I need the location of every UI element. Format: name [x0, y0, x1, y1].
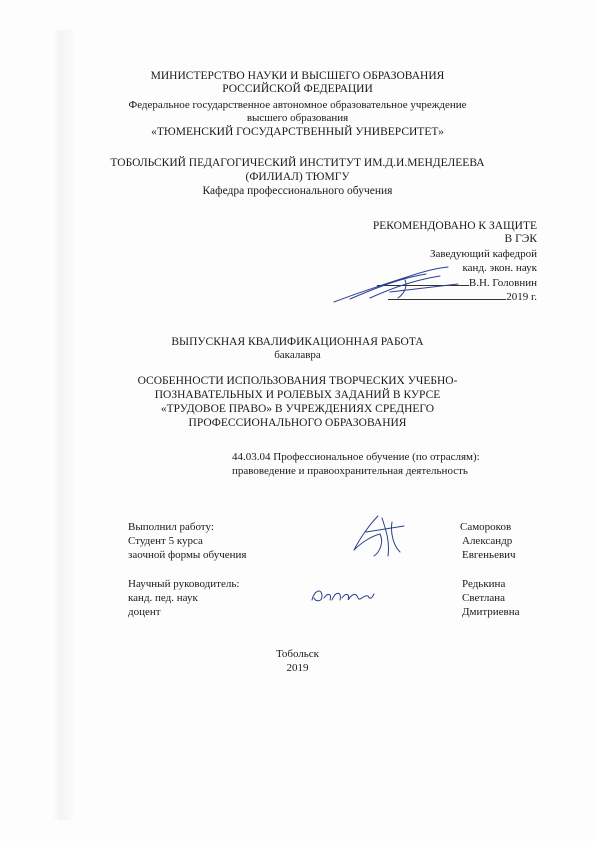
student-label-3: заочной формы обучения	[128, 549, 247, 561]
supervisor-patronymic: Дмитриевна	[462, 606, 520, 618]
branch-line-2: (ФИЛИАЛ) ТЮМГУ	[245, 171, 350, 183]
year: 2019	[286, 662, 309, 674]
work-type: ВЫПУСКНАЯ КВАЛИФИКАЦИОННАЯ РАБОТА	[171, 336, 424, 348]
ministry-line-1: МИНИСТЕРСТВО НАУКИ И ВЫСШЕГО ОБРАЗОВАНИЯ	[150, 70, 445, 82]
ministry-line-2: РОССИЙСКОЙ ФЕДЕРАЦИИ	[222, 83, 373, 95]
thesis-title-line-1: ОСОБЕННОСТИ ИСПОЛЬЗОВАНИЯ ТВОРЧЕСКИХ УЧЕБНО-	[137, 375, 458, 387]
university-name: «ТЮМЕНСКИЙ ГОСУДАРСТВЕННЫЙ УНИВЕРСИТЕТ»	[151, 126, 444, 138]
department-name: Кафедра профессионального обучения	[202, 185, 393, 197]
supervisor-label-3: доцент	[128, 606, 161, 618]
head-signature	[330, 262, 465, 310]
approval-line-2: В ГЭК	[504, 233, 537, 245]
specialty-line-2: правоведение и правоохранительная деятельность	[232, 465, 468, 477]
approval-line-6: 2019 г.	[388, 290, 537, 304]
student-patronymic: Евгеньевич	[462, 549, 516, 561]
thesis-title-line-2: ПОЗНАВАТЕЛЬНЫХ И РОЛЕВЫХ ЗАДАНИЙ В КУРСЕ	[154, 389, 441, 401]
institution-type-line-2: высшего образования	[246, 112, 349, 124]
approval-line-3: Заведующий кафедрой	[430, 248, 537, 260]
thesis-title-line-3: «ТРУДОВОЕ ПРАВО» В УЧРЕЖДЕНИЯХ СРЕДНЕГО	[160, 403, 435, 415]
specialty-line-1: 44.03.04 Профессиональное обучение (по отраслям):	[232, 451, 480, 463]
student-surname: Самороков	[460, 521, 512, 533]
supervisor-first-name: Светлана	[462, 592, 506, 604]
supervisor-label-2: канд. пед. наук	[128, 592, 198, 604]
supervisor-label-1: Научный руководитель:	[128, 578, 240, 590]
approval-line-5: В.Н. Головнин	[377, 276, 537, 290]
thesis-title-line-4: ПРОФЕССИОНАЛЬНОГО ОБРАЗОВАНИЯ	[188, 417, 407, 429]
degree: бакалавра	[274, 349, 321, 361]
student-signature	[348, 512, 408, 562]
branch-line-1: ТОБОЛЬСКИЙ ПЕДАГОГИЧЕСКИЙ ИНСТИТУТ ИМ.Д.И.МЕНДЕЛЕЕВА	[110, 157, 485, 169]
supervisor-signature	[308, 580, 378, 610]
student-label-1: Выполнил работу:	[128, 521, 214, 533]
approval-line-4: канд. экон. наук	[462, 262, 537, 274]
student-label-2: Студент 5 курса	[128, 535, 203, 547]
supervisor-surname: Редькина	[462, 578, 506, 590]
approval-line-1: РЕКОМЕНДОВАНО К ЗАЩИТЕ	[372, 220, 537, 232]
student-first-name: Александр	[462, 535, 513, 547]
institution-type-line-1: Федеральное государственное автономное образовательное учреждение	[128, 99, 467, 111]
city: Тобольск	[275, 648, 320, 660]
